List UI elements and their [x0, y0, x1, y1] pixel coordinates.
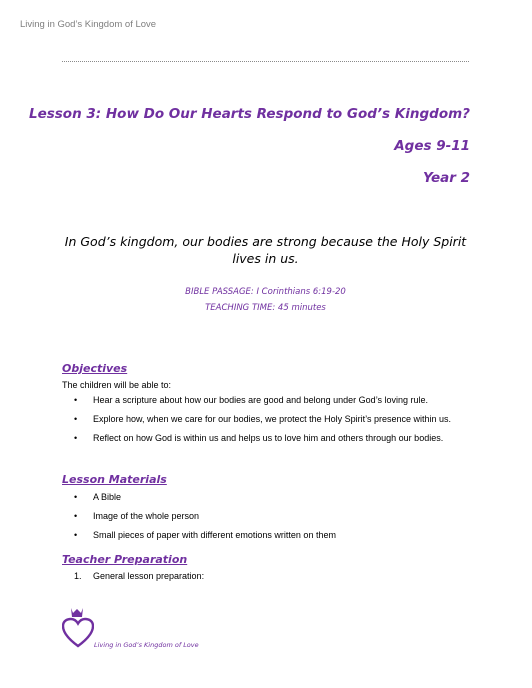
objectives-list [62, 393, 472, 450]
lesson-title: Lesson 3: How Do Our Hearts Respond to God’s Kingdom? [28, 106, 470, 122]
bullet-icon: • [74, 530, 78, 540]
bullet-icon: • [74, 395, 78, 405]
bullet-icon: • [74, 414, 78, 424]
lesson-meta [62, 284, 469, 316]
crown-heart-icon [62, 606, 94, 650]
list-item: 1. General lesson preparation: [74, 571, 205, 581]
list-item: • A Bible [62, 490, 472, 505]
bullet-icon: • [74, 492, 78, 502]
header-divider [62, 61, 469, 62]
list-item: • Image of the whole person [62, 509, 472, 524]
teaching-time: TEACHING TIME: 45 minutes [205, 303, 326, 313]
footer-text: Living in God’s Kingdom of Love [94, 641, 199, 649]
bullet-icon: • [74, 433, 78, 443]
lesson-theme: In God’s kingdom, our bodies are strong because the Holy Spirit lives in us. [64, 234, 467, 266]
running-header: Living in God’s Kingdom of Love [20, 19, 157, 30]
list-item: • Small pieces of paper with different emotions written on them [62, 528, 472, 543]
list-item: • Hear a scripture about how our bodies are good and belong under God’s loving rule. [62, 393, 472, 408]
materials-list [62, 490, 472, 547]
preparation-heading: Teacher Preparation [62, 553, 188, 566]
preparation-list [62, 569, 472, 584]
title-block [29, 105, 470, 187]
bible-passage: BIBLE PASSAGE: I Corinthians 6:19-20 [185, 287, 346, 297]
list-item: • Explore how, when we care for our bodies, we protect the Holy Spirit’s presence within us. [62, 412, 472, 427]
objectives-intro: The children will be able to: [62, 380, 172, 390]
materials-heading: Lesson Materials [62, 473, 167, 486]
year-label: Year 2 [422, 170, 470, 186]
age-range: Ages 9-11 [394, 138, 470, 154]
objectives-heading: Objectives [62, 362, 128, 375]
list-item: • Reflect on how God is within us and helps us to love him and others through our bodies. [62, 431, 472, 446]
bullet-icon: • [74, 511, 78, 521]
